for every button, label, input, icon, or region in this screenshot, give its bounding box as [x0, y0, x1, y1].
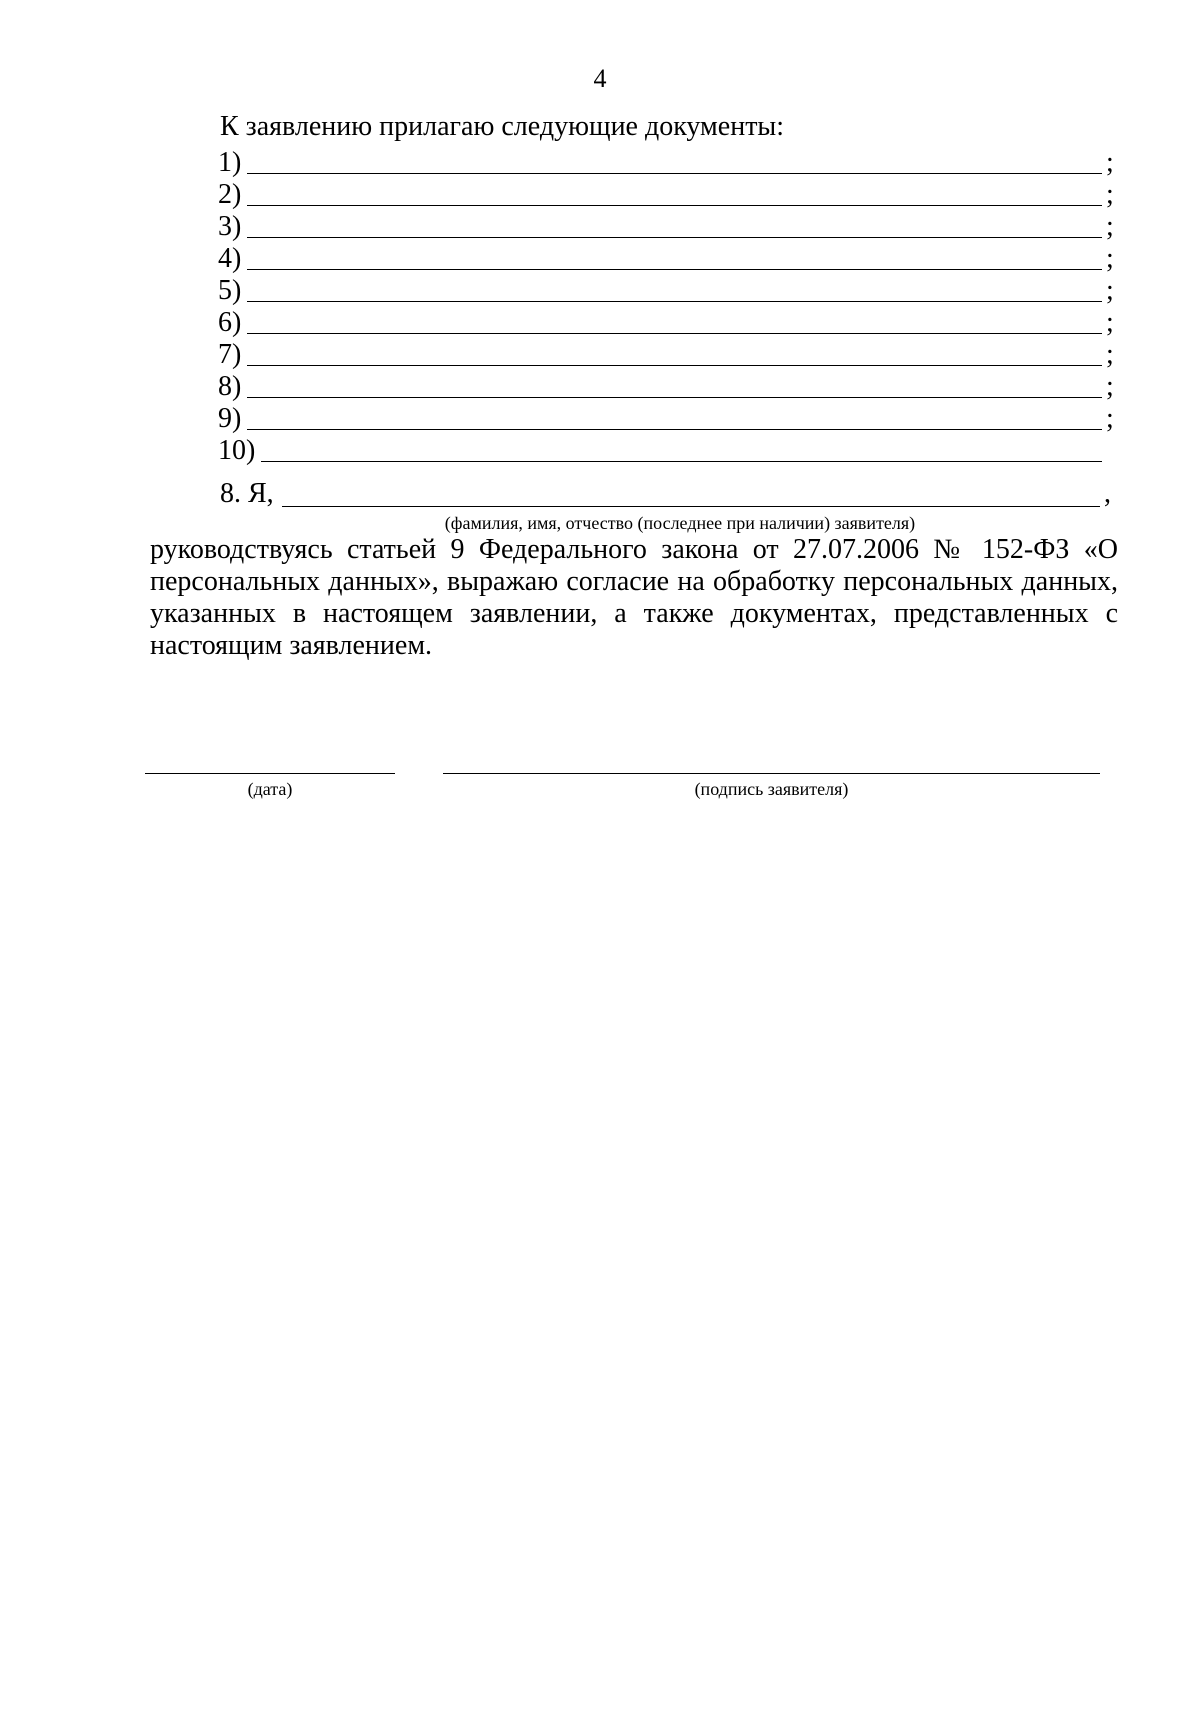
consent-paragraph: руководствуясь статьей 9 Федерального закона от 27.07.2006 № 152-ФЗ «О персональных данных», выражаю согласие на обработку персональных данных, указанных в настоящем заявлении, а также документах, представленных с настоящим заявлением.: [150, 534, 1118, 661]
attachment-terminator: ;: [1106, 339, 1114, 370]
attachments-list: [218, 146, 1118, 466]
attachment-row: [218, 178, 1118, 210]
date-caption: (дата): [247, 779, 293, 799]
attachment-blank-line[interactable]: [261, 437, 1102, 462]
attachment-number: 1): [218, 147, 242, 178]
attachment-blank-line[interactable]: [247, 405, 1102, 430]
attachment-blank-line[interactable]: [247, 213, 1102, 238]
attachment-row: [218, 274, 1118, 306]
attachments-intro: К заявлению прилагаю следующие документы:: [220, 111, 785, 142]
attachment-blank-line[interactable]: [247, 309, 1102, 334]
attachment-number: 3): [218, 211, 242, 242]
attachment-blank-line[interactable]: [247, 341, 1102, 366]
attachment-number: 6): [218, 307, 242, 338]
applicant-signature-line[interactable]: [443, 773, 1100, 774]
date-signature-line[interactable]: [145, 773, 395, 774]
attachment-row: [218, 306, 1118, 338]
attachment-number: 9): [218, 403, 242, 434]
attachment-row: [218, 402, 1118, 434]
attachment-number: 2): [218, 179, 242, 210]
attachment-number: 10): [218, 435, 256, 466]
attachment-row: [218, 146, 1118, 178]
attachment-terminator: ;: [1106, 403, 1114, 434]
page-number: 4: [593, 64, 607, 93]
attachment-number: 5): [218, 275, 242, 306]
consent-suffix: ,: [1104, 478, 1111, 509]
attachment-number: 8): [218, 371, 242, 402]
attachment-row: [218, 370, 1118, 402]
attachment-terminator: ;: [1106, 211, 1114, 242]
attachment-terminator: ;: [1106, 179, 1114, 210]
attachment-row: [218, 242, 1118, 274]
attachment-blank-line[interactable]: [247, 245, 1102, 270]
attachment-blank-line[interactable]: [247, 149, 1102, 174]
attachment-number: 4): [218, 243, 242, 274]
attachment-number: 7): [218, 339, 242, 370]
applicant-name-line[interactable]: [282, 480, 1100, 507]
attachment-row: [218, 210, 1118, 242]
attachment-row: [218, 338, 1118, 370]
attachment-row: [218, 434, 1118, 466]
signature-caption: (подпись заявителя): [694, 779, 849, 799]
attachment-terminator: ;: [1106, 307, 1114, 338]
attachment-blank-line[interactable]: [247, 373, 1102, 398]
attachment-terminator: ;: [1106, 371, 1114, 402]
applicant-name-caption: (фамилия, имя, отчество (последнее при наличии) заявителя): [444, 513, 916, 533]
attachment-terminator: ;: [1106, 147, 1114, 178]
attachment-terminator: ;: [1106, 275, 1114, 306]
consent-prefix: 8. Я,: [220, 478, 274, 509]
attachment-blank-line[interactable]: [247, 277, 1102, 302]
attachment-terminator: ;: [1106, 243, 1114, 274]
attachment-blank-line[interactable]: [247, 181, 1102, 206]
consent-name-row: [220, 477, 1118, 511]
